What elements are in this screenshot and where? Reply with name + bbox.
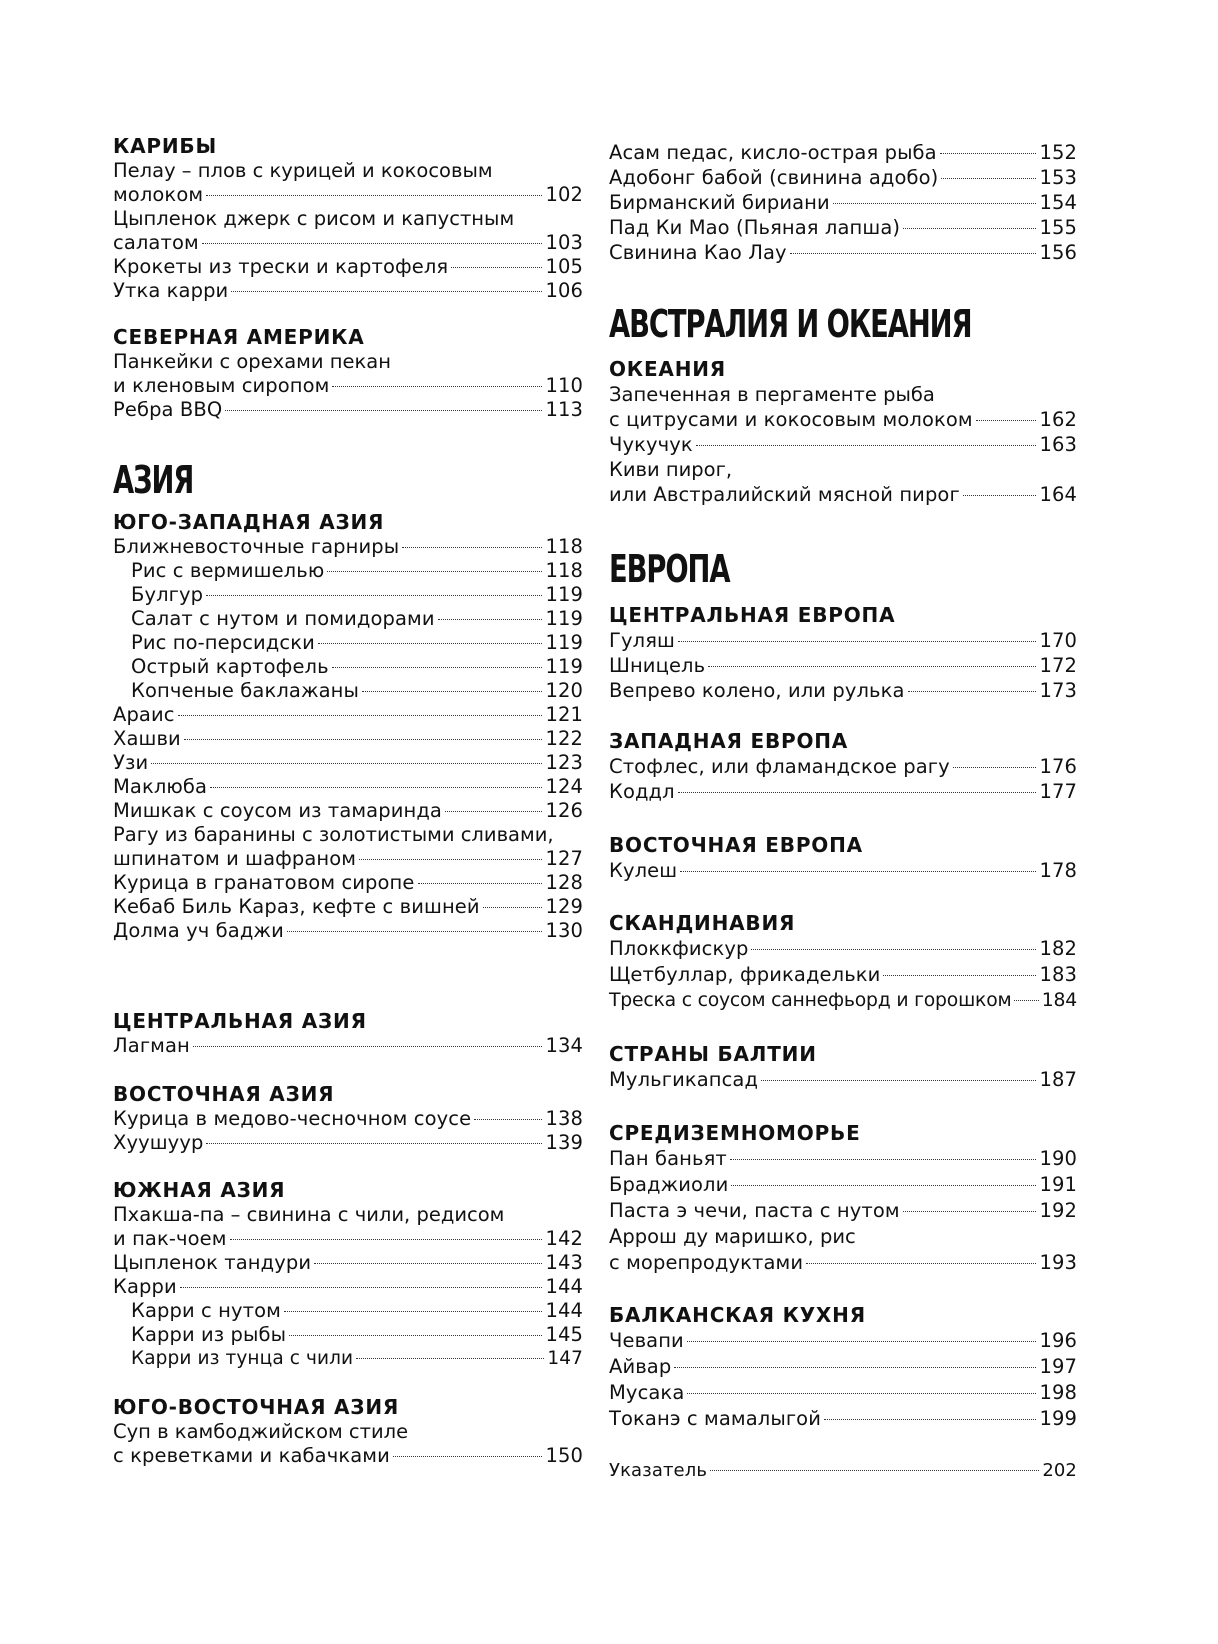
entry-title: с цитрусами и кокосовым молоком (609, 408, 973, 431)
dot-leader (833, 203, 1037, 204)
toc-entry[interactable] (609, 1198, 1077, 1223)
page-number: 172 (1039, 654, 1077, 677)
dot-leader (287, 931, 543, 932)
page-number: 176 (1039, 755, 1077, 778)
dot-leader (953, 767, 1037, 768)
page-number: 142 (545, 1227, 583, 1250)
section-heading: СРЕДИЗЕМНОМОРЬЕ (609, 1121, 861, 1145)
entry-title: Пан баньят (609, 1147, 727, 1170)
toc-entry[interactable] (113, 702, 583, 727)
dot-leader (289, 1335, 542, 1336)
entry-title-line: Рагу из баранины с золотистыми сливами, (113, 823, 554, 846)
toc-entry[interactable] (113, 397, 583, 422)
toc-entry[interactable] (113, 1226, 583, 1251)
toc-entry[interactable] (113, 750, 583, 775)
entry-title: Рис с вермишелью (131, 559, 325, 582)
dot-leader (730, 1159, 1037, 1160)
page-number: 113 (545, 398, 583, 421)
dot-leader (474, 1119, 542, 1120)
page-number: 106 (545, 279, 583, 302)
toc-entry[interactable] (609, 936, 1077, 961)
dot-leader (824, 1419, 1037, 1420)
toc-subentry[interactable] (113, 558, 583, 583)
dot-leader (751, 949, 1036, 950)
dot-leader (332, 667, 543, 668)
toc-subentry[interactable] (113, 1322, 583, 1347)
entry-title: Мишкак с соусом из тамаринда (113, 799, 442, 822)
section-heading: КАРИБЫ (113, 134, 217, 158)
toc-entry[interactable] (609, 1328, 1077, 1353)
entry-title: Свинина Као Лау (609, 241, 787, 264)
dot-leader (438, 619, 543, 620)
dot-leader (445, 811, 543, 812)
page-number: 102 (545, 183, 583, 206)
entry-title: или Австралийский мясной пирог (609, 483, 960, 506)
dot-leader (680, 871, 1036, 872)
entry-title: Кебаб Биль Караз, кефте с вишней (113, 895, 480, 918)
dot-leader (790, 253, 1037, 254)
toc-subentry[interactable] (113, 582, 583, 607)
page-number: 144 (545, 1299, 583, 1322)
dot-leader (903, 1211, 1037, 1212)
toc-entry[interactable] (609, 678, 1077, 703)
entry-title: Чукучук (609, 433, 693, 456)
toc-entry[interactable] (609, 962, 1077, 987)
toc-subentry[interactable] (113, 1298, 583, 1323)
dot-leader (193, 1046, 543, 1047)
dot-leader (180, 1287, 543, 1288)
page-number: 129 (545, 895, 583, 918)
toc-entry[interactable] (609, 754, 1077, 779)
page-number: 138 (545, 1107, 583, 1130)
toc-entry[interactable] (113, 846, 583, 871)
page-number: 190 (1039, 1147, 1077, 1170)
entry-title: Бирманский бириани (609, 191, 830, 214)
dot-leader (284, 1311, 543, 1312)
page-number: 162 (1039, 408, 1077, 431)
entry-title-line: Пхакша-па – свинина с чили, редисом (113, 1203, 505, 1226)
dot-leader (674, 1367, 1036, 1368)
toc-entry[interactable] (609, 1067, 1077, 1092)
dot-leader (318, 643, 543, 644)
page-number: 120 (545, 679, 583, 702)
entry-title: Араис (113, 703, 175, 726)
dot-leader (451, 267, 542, 268)
dot-leader (231, 291, 542, 292)
dot-leader (178, 715, 543, 716)
toc-entry[interactable] (609, 1406, 1077, 1431)
page-number: 170 (1039, 629, 1077, 652)
entry-title: и кленовым сиропом (113, 374, 330, 397)
dot-leader (202, 243, 543, 244)
entry-title: Ребра BBQ (113, 398, 223, 421)
page-number: 163 (1039, 433, 1077, 456)
page-number: 126 (545, 799, 583, 822)
toc-subentry[interactable] (113, 606, 583, 631)
page-number: 177 (1039, 780, 1077, 803)
toc-entry[interactable] (609, 858, 1077, 883)
page-number: 127 (545, 847, 583, 870)
entry-title: Узи (113, 751, 149, 774)
page-number: 153 (1039, 166, 1077, 189)
entry-title: Коддл (609, 780, 675, 803)
region-title: АЗИЯ (113, 458, 194, 502)
page-number: 199 (1039, 1407, 1077, 1430)
entry-title: Браджиоли (609, 1173, 729, 1196)
region-title: АВСТРАЛИЯ И ОКЕАНИЯ (609, 302, 972, 346)
page-number: 118 (545, 559, 583, 582)
toc-entry[interactable] (113, 1130, 583, 1155)
entry-title: Кулеш (609, 859, 678, 882)
toc-entry[interactable] (609, 215, 1077, 240)
entry-title: Треска с соусом саннефьорд и горошком (609, 990, 1012, 1011)
entry-title: Пад Ки Мао (Пьяная лапша) (609, 216, 901, 239)
dot-leader (708, 666, 1036, 667)
entry-title: Айвар (609, 1355, 672, 1378)
entry-title: молоком (113, 183, 204, 206)
toc-entry[interactable] (609, 628, 1077, 653)
toc-subentry[interactable] (113, 630, 583, 655)
page-number: 156 (1039, 241, 1077, 264)
toc-entry[interactable] (113, 534, 583, 559)
toc-entry[interactable] (609, 988, 1077, 1013)
dot-leader (1014, 1000, 1038, 1001)
dot-leader (908, 691, 1037, 692)
dot-leader (393, 1456, 543, 1457)
page-number: 202 (1042, 1460, 1077, 1481)
page-number: 152 (1039, 141, 1077, 164)
entry-title: шпинатом и шафраном (113, 847, 357, 870)
page-number: 103 (545, 231, 583, 254)
page-number: 128 (545, 871, 583, 894)
toc-entry[interactable] (609, 165, 1077, 190)
page-number: 134 (545, 1034, 583, 1057)
section-heading: СЕВЕРНАЯ АМЕРИКА (113, 325, 365, 349)
section-heading: СКАНДИНАВИЯ (609, 911, 796, 935)
entry-title: Мусака (609, 1381, 685, 1404)
entry-title: Острый картофель (131, 655, 329, 678)
page-number: 191 (1039, 1173, 1077, 1196)
toc-entry[interactable] (113, 918, 583, 943)
toc-entry[interactable] (609, 779, 1077, 804)
entry-title: Булгур (131, 583, 204, 606)
page-number: 173 (1039, 679, 1077, 702)
page-number: 118 (545, 535, 583, 558)
page-number: 192 (1039, 1199, 1077, 1222)
dot-leader (483, 907, 543, 908)
entry-title: с креветками и кабачками (113, 1444, 390, 1467)
entry-title: Карри (113, 1275, 177, 1298)
entry-title: Карри из рыбы (131, 1323, 287, 1346)
entry-title: Чевапи (609, 1329, 684, 1352)
toc-entry[interactable] (113, 726, 583, 751)
page-number: 105 (545, 255, 583, 278)
dot-leader (402, 547, 542, 548)
section-heading: ЦЕНТРАЛЬНАЯ ЕВРОПА (609, 603, 896, 627)
dot-leader (976, 420, 1037, 421)
section-heading: ЦЕНТРАЛЬНАЯ АЗИЯ (113, 1009, 367, 1033)
section-heading: СТРАНЫ БАЛТИИ (609, 1042, 817, 1066)
page-number: 119 (545, 631, 583, 654)
dot-leader (903, 228, 1036, 229)
toc-entry[interactable] (113, 254, 583, 279)
dot-leader (230, 1239, 543, 1240)
section-heading: ЗАПАДНАЯ ЕВРОПА (609, 729, 849, 753)
dot-leader (184, 739, 543, 740)
toc-entry[interactable] (113, 1106, 583, 1131)
page-number: 155 (1039, 216, 1077, 239)
toc-entry[interactable] (113, 1250, 583, 1275)
toc-entry[interactable] (113, 774, 583, 799)
page-number: 184 (1041, 990, 1077, 1011)
dot-leader (940, 153, 1037, 154)
entry-title: Карри с нутом (131, 1299, 281, 1322)
toc-entry[interactable] (609, 653, 1077, 678)
page-number: 145 (545, 1323, 583, 1346)
entry-title: Салат с нутом и помидорами (131, 607, 435, 630)
dot-leader (761, 1080, 1036, 1081)
entry-title: Лагман (113, 1034, 190, 1057)
entry-title: Ближневосточные гарниры (113, 535, 400, 558)
toc-entry[interactable] (609, 1172, 1077, 1197)
entry-title: Плоккфискур (609, 937, 749, 960)
entry-title: салатом (113, 231, 199, 254)
toc-entry[interactable] (609, 190, 1077, 215)
entry-title: Карри из тунца с чили (131, 1348, 354, 1369)
entry-title: Хашви (113, 727, 181, 750)
toc-entry[interactable] (609, 432, 1077, 457)
toc-entry[interactable] (113, 278, 583, 303)
dot-leader (327, 571, 542, 572)
entry-title-line: Суп в камбоджийском стиле (113, 1420, 409, 1443)
page-number: 198 (1039, 1381, 1077, 1404)
page-number: 110 (545, 374, 583, 397)
dot-leader (314, 1263, 542, 1264)
toc-entry[interactable] (609, 407, 1077, 432)
page-number: 139 (545, 1131, 583, 1154)
entry-title-line: Аррош ду маришко, рис (609, 1225, 856, 1248)
section-heading: ЮЖНАЯ АЗИЯ (113, 1178, 286, 1202)
entry-title: и пак-чоем (113, 1227, 227, 1250)
entry-title: Копченые баклажаны (131, 679, 360, 702)
section-heading: ЮГО-ЗАПАДНАЯ АЗИЯ (113, 510, 385, 534)
page-number: 123 (545, 751, 583, 774)
section-heading: БАЛКАНСКАЯ КУХНЯ (609, 1303, 866, 1327)
page-number: 150 (545, 1444, 583, 1467)
page-number: 183 (1039, 963, 1077, 986)
page-number: 182 (1039, 937, 1077, 960)
entry-title: Токанэ с мамалыгой (609, 1407, 821, 1430)
entry-title: Шницель (609, 654, 706, 677)
entry-title: Утка карри (113, 279, 229, 302)
index-entry[interactable] (609, 1458, 1077, 1483)
toc-subentry[interactable] (113, 654, 583, 679)
entry-title: Рис по-персидски (131, 631, 315, 654)
dot-leader (356, 1358, 544, 1359)
toc-entry[interactable] (609, 482, 1077, 507)
toc-entry[interactable] (609, 140, 1077, 165)
dot-leader (210, 787, 542, 788)
dot-leader (206, 595, 542, 596)
page-number: 197 (1039, 1355, 1077, 1378)
dot-leader (883, 975, 1036, 976)
entry-title: Долма уч баджи (113, 919, 284, 942)
toc-entry[interactable] (113, 894, 583, 919)
entry-title: Адобонг бабой (свинина адобо) (609, 166, 939, 189)
page-number: 122 (545, 727, 583, 750)
toc-entry[interactable] (113, 182, 583, 207)
toc-entry[interactable] (609, 1354, 1077, 1379)
entry-title: Гуляш (609, 629, 675, 652)
entry-title: Щетбуллар, фрикадельки (609, 963, 881, 986)
dot-leader (206, 1143, 542, 1144)
section-heading: ВОСТОЧНАЯ ЕВРОПА (609, 833, 863, 857)
entry-title-line: Цыпленок джерк с рисом и капустным (113, 207, 515, 230)
page-number: 119 (545, 655, 583, 678)
dot-leader (731, 1185, 1036, 1186)
page-number: 154 (1039, 191, 1077, 214)
dot-leader (687, 1393, 1036, 1394)
toc-entry[interactable] (609, 1146, 1077, 1171)
page-number: 124 (545, 775, 583, 798)
toc-entry[interactable] (113, 373, 583, 398)
entry-title-line: Киви пирог, (609, 458, 733, 481)
page-number: 196 (1039, 1329, 1077, 1352)
dot-leader (806, 1263, 1036, 1264)
page-number: 119 (545, 583, 583, 606)
toc-entry[interactable] (113, 230, 583, 255)
toc-subentry[interactable] (113, 678, 583, 703)
entry-title: Мульгикапсад (609, 1068, 759, 1091)
entry-title: Крокеты из трески и картофеля (113, 255, 449, 278)
dot-leader (678, 792, 1037, 793)
entry-title: Хуушуур (113, 1131, 204, 1154)
section-heading: ЮГО-ВОСТОЧНАЯ АЗИЯ (113, 1395, 400, 1419)
page-number: 119 (545, 607, 583, 630)
toc-entry[interactable] (609, 1250, 1077, 1275)
toc-entry[interactable] (113, 870, 583, 895)
page-number: 147 (547, 1348, 583, 1369)
entry-title: Вепрево колено, или рулька (609, 679, 905, 702)
toc-entry[interactable] (113, 1443, 583, 1468)
page-number: 144 (545, 1275, 583, 1298)
entry-title: Курица в гранатовом сиропе (113, 871, 415, 894)
toc-entry[interactable] (609, 240, 1077, 265)
dot-leader (359, 859, 542, 860)
entry-title: Цыпленок тандури (113, 1251, 312, 1274)
dot-leader (687, 1341, 1037, 1342)
dot-leader (710, 1470, 1039, 1471)
toc-entry[interactable] (113, 1033, 583, 1058)
entry-title: Маклюба (113, 775, 208, 798)
toc-entry[interactable] (113, 798, 583, 823)
dot-leader (963, 495, 1037, 496)
page-number: 143 (545, 1251, 583, 1274)
entry-title: Асам педас, кисло-острая рыба (609, 141, 937, 164)
toc-entry[interactable] (609, 1380, 1077, 1405)
entry-title: Стофлес, или фламандское рагу (609, 755, 950, 778)
dot-leader (362, 691, 542, 692)
page-number: 164 (1039, 483, 1077, 506)
section-heading: ОКЕАНИЯ (609, 357, 726, 381)
dot-leader (678, 641, 1036, 642)
page-number: 121 (545, 703, 583, 726)
dot-leader (206, 195, 542, 196)
region-title: ЕВРОПА (609, 547, 730, 591)
section-heading: ВОСТОЧНАЯ АЗИЯ (113, 1082, 335, 1106)
dot-leader (151, 763, 542, 764)
entry-title: Курица в медово-чесночном соусе (113, 1107, 472, 1130)
dot-leader (332, 386, 542, 387)
dot-leader (941, 178, 1036, 179)
toc-subentry[interactable] (113, 1346, 583, 1371)
page-number: 130 (545, 919, 583, 942)
entry-title-line: Пелау – плов с курицей и кокосовым (113, 159, 493, 182)
dot-leader (418, 883, 543, 884)
page-number: 193 (1039, 1251, 1077, 1274)
entry-title: с морепродуктами (609, 1251, 804, 1274)
dot-leader (225, 410, 542, 411)
entry-title: Указатель (609, 1460, 708, 1481)
entry-title: Паста э чечи, паста с нутом (609, 1199, 900, 1222)
toc-entry[interactable] (113, 1274, 583, 1299)
dot-leader (696, 445, 1037, 446)
page-number: 178 (1039, 859, 1077, 882)
entry-title-line: Панкейки с орехами пекан (113, 350, 391, 373)
entry-title-line: Запеченная в пергаменте рыба (609, 383, 935, 406)
page-number: 187 (1039, 1068, 1077, 1091)
